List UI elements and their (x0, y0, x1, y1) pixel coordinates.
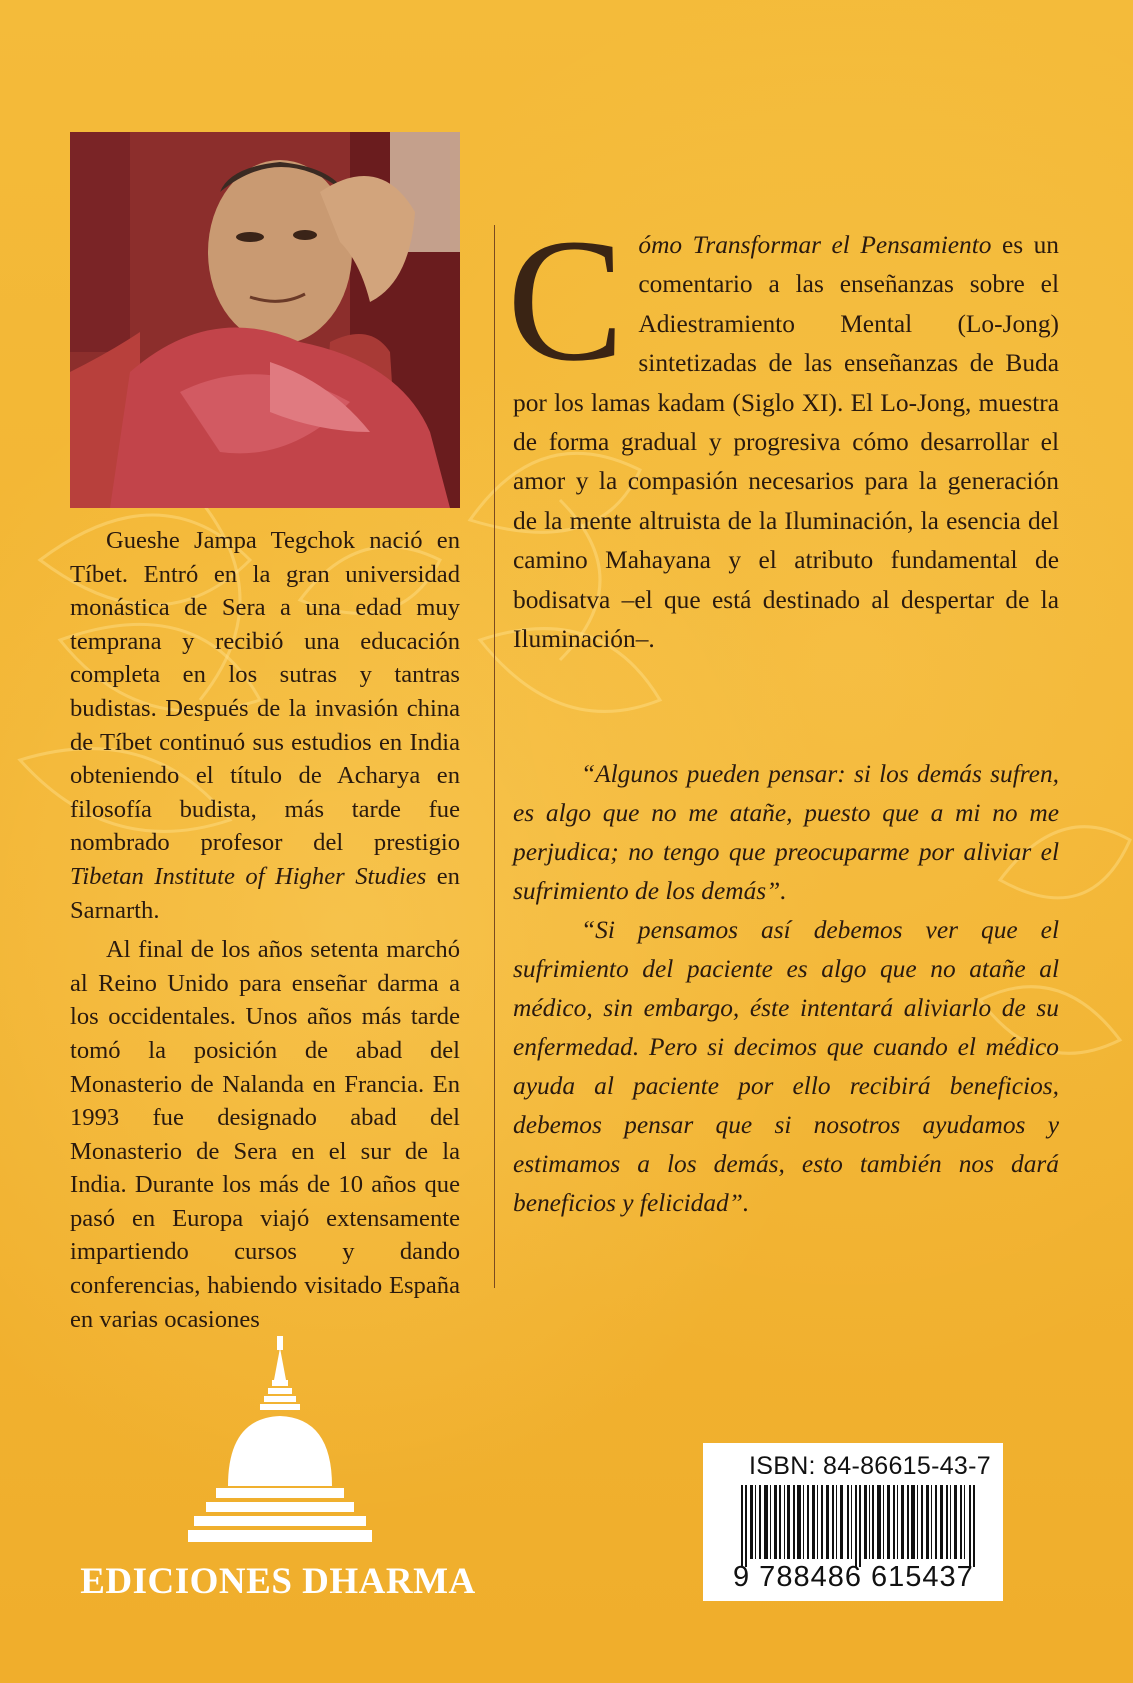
barcode-bars (741, 1485, 981, 1567)
drop-cap: C (507, 203, 625, 398)
ean-digits: 9 788486 615437 (733, 1561, 974, 1593)
book-title: ómo Transformar el Pensamiento (638, 231, 992, 259)
institute-name: Tibetan Institute of Higher Studies (70, 862, 427, 890)
stupa-icon (188, 1336, 372, 1546)
quote-paragraph-2: “Si pensamos así debemos ver que el sufrimiento del paciente es algo que no atañe al médico, sin embargo, éste intentará aliviarlo de su enfermedad. Pero si decimos que cuando el médico ayuda al paciente por ello recibirá beneficios, debemos pensar que si nosotros ayudamos y estimamos a los demás, esto también nos dará beneficios y felicidad”. (513, 916, 1059, 1217)
column-divider (494, 225, 495, 1288)
publisher-name: EDICIONES DHARMA (80, 1561, 476, 1602)
quote-paragraph-1: “Algunos pueden pensar: si los demás sufren, es algo que no me atañe, puesto que a mi no me perjudica; no tengo que preocuparme por aliviar el sufrimiento de los demás”. (513, 760, 1059, 905)
bio-paragraph-2: Al final de los años setenta marchó al Reino Unido para enseñar darma a los occidentales. Unos años más tarde tomó la posición de abad del Monasterio de Nalanda en Francia. En 1993 fue designado abad del Monasterio de Sera en el sur de la India. Durante los más de 10 años que pasó en Europa viajó extensamente impartiendo cursos y dando conferencias, habiendo visitado España en varias ocasiones (70, 936, 460, 1333)
book-description (507, 203, 1059, 659)
isbn-label: ISBN: 84-86615-43-7 (749, 1452, 991, 1480)
bio-paragraph-1: Gueshe Jampa Tegchok nació en Tíbet. Entró en la gran universidad monástica de Sera a una edad muy temprana y recibió una educación completa en los sutras y tantras budistas. Después de la invasión china de Tíbet continuó sus estudios en India obteniendo el título de Acharya en filosofía budista, más tarde fue nombrado profesor del prestigio Tibetan Institute of Higher Studies en Sarnarth. (70, 527, 460, 924)
description-text: es un comentario a las enseñanzas sobre el Adiestramiento Mental (Lo-Jong) sintetizadas de las enseñanzas de Buda por los lamas kadam (Siglo XI). El Lo-Jong, muestra de forma gradual y progresiva cómo desarrollar el amor y la compasión necesarios para la generación de la mente altruista de la Iluminación, la esencia del camino Mahayana y el atributo fundamental de bodisatva –el que está destinado al despertar de la Iluminación–. (513, 231, 1059, 654)
book-quote (513, 755, 1059, 1223)
author-biography (70, 524, 460, 1342)
barcode (703, 1443, 1003, 1601)
author-photo (70, 132, 460, 508)
